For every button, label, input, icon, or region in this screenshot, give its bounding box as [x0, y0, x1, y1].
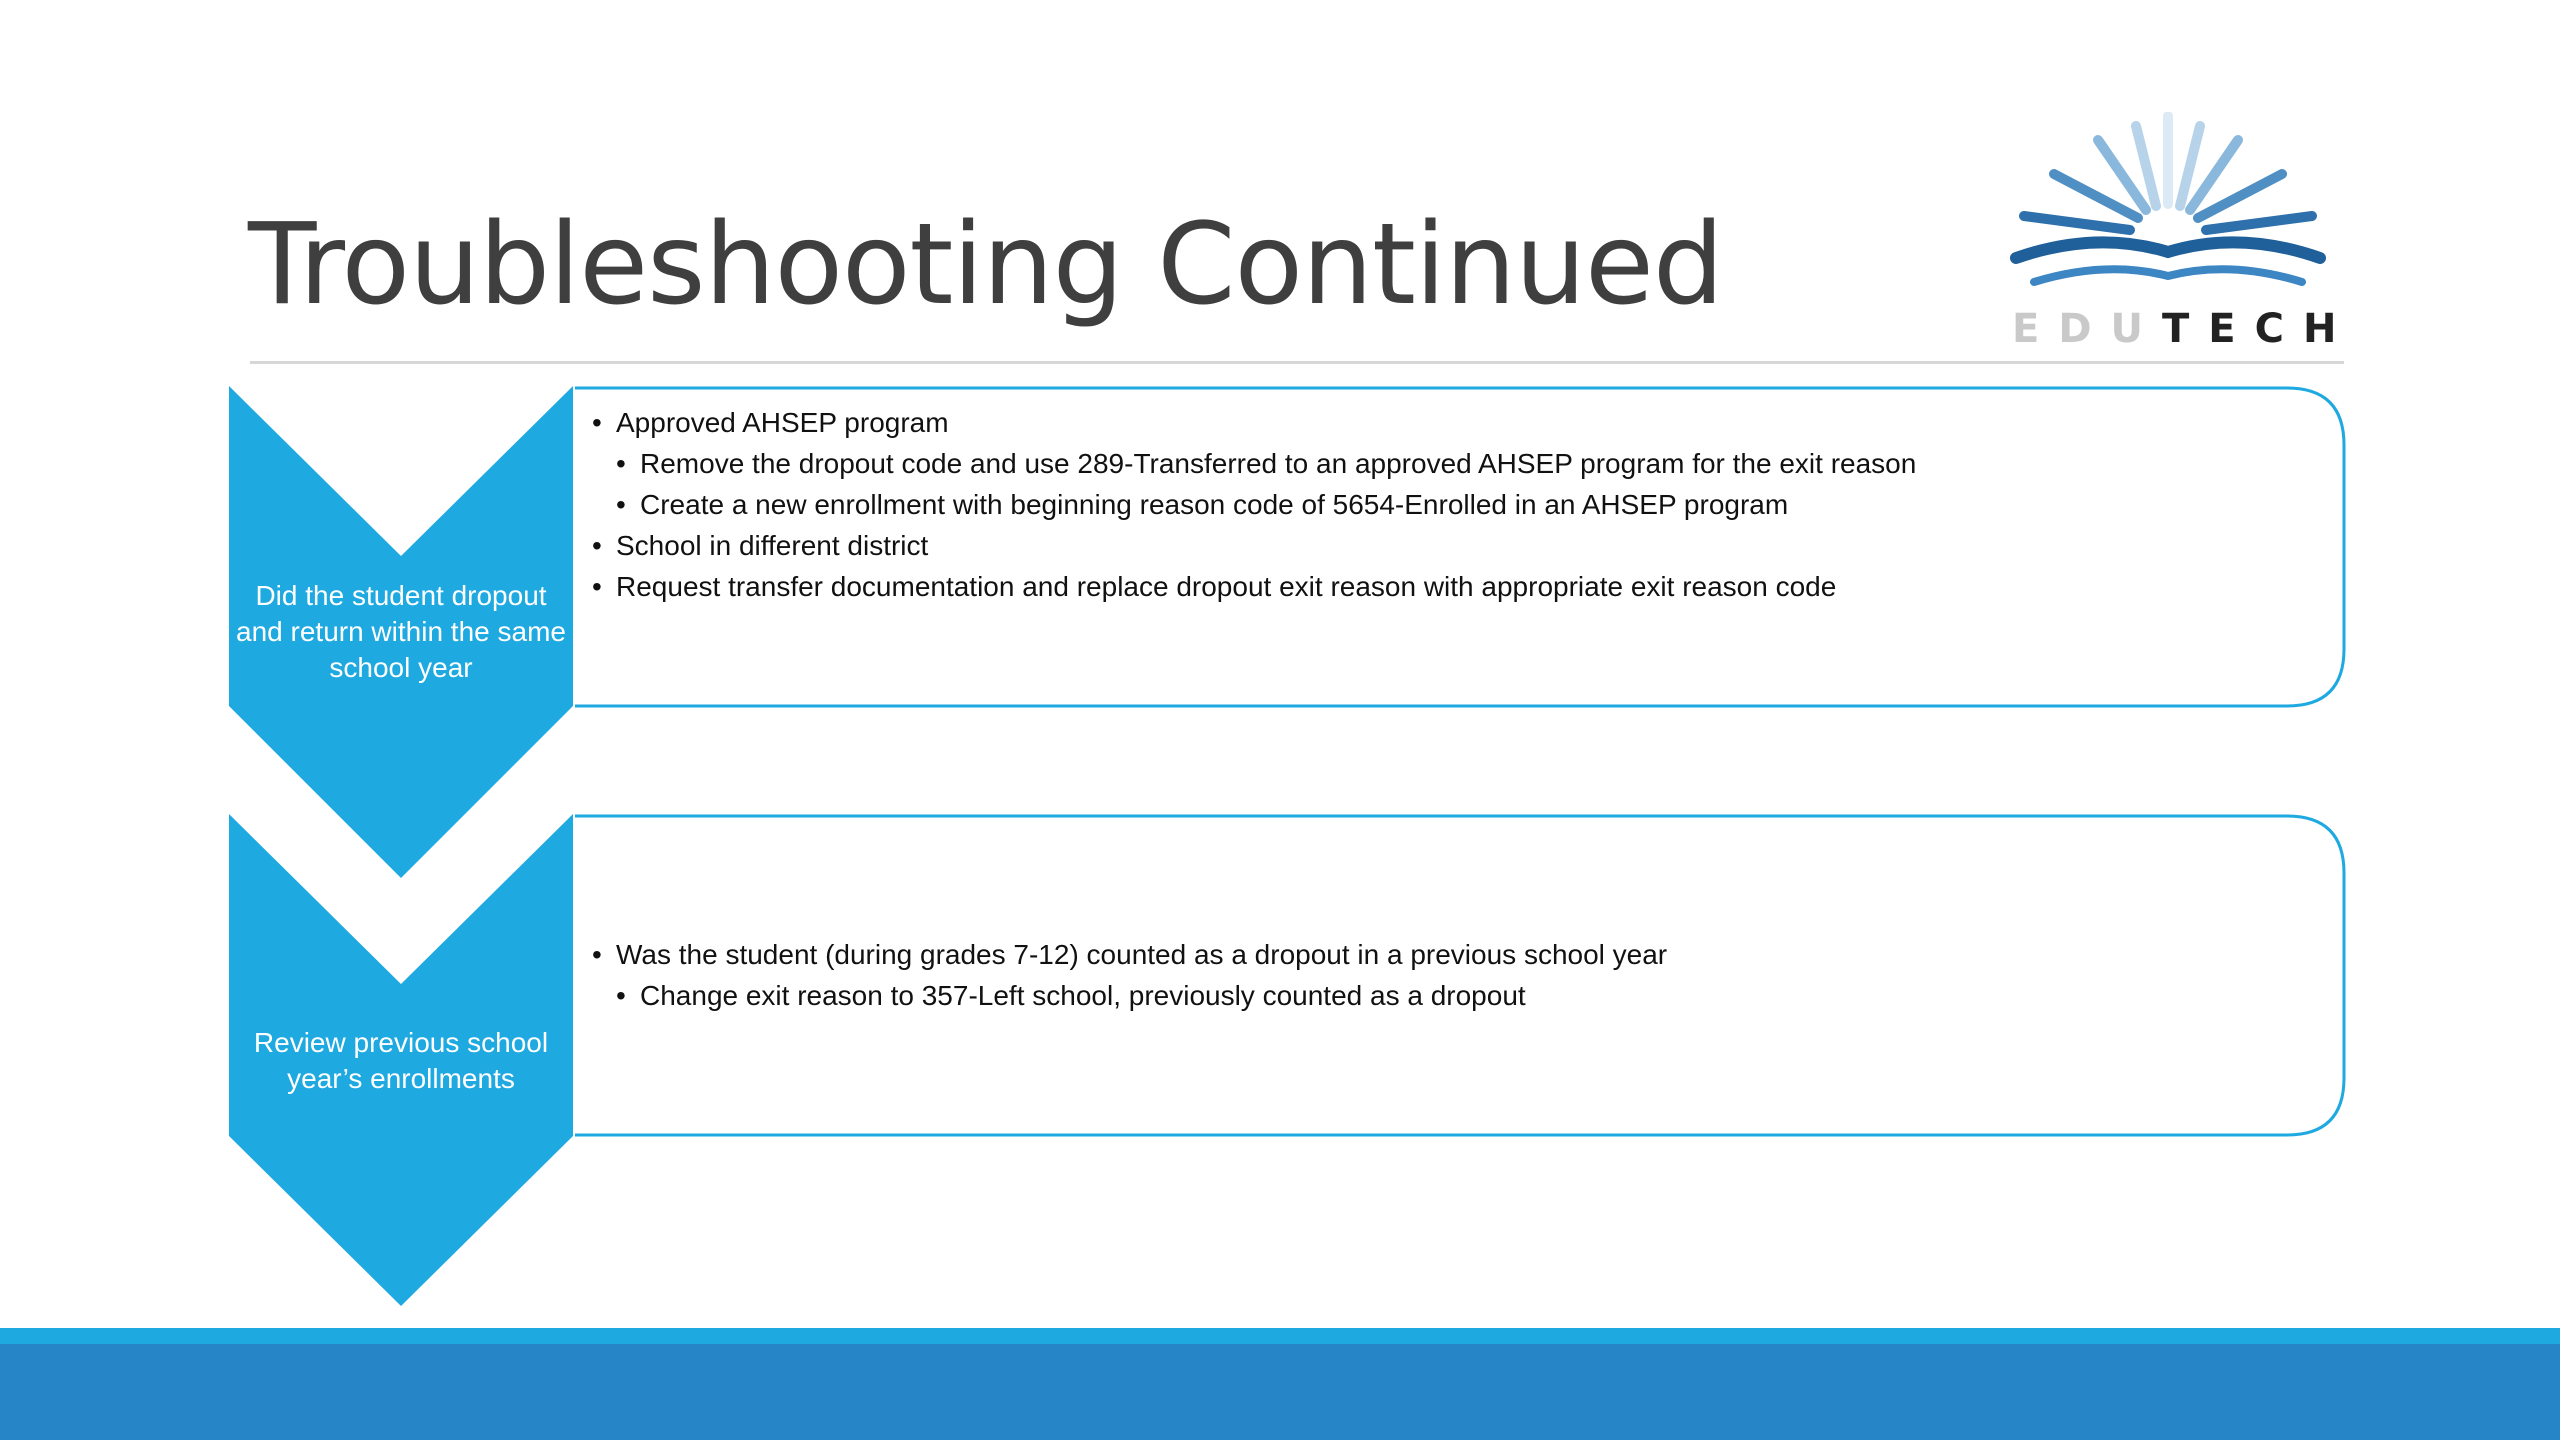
sub-bullet-item: [592, 975, 1667, 1016]
bullet-text: Request transfer documentation and replace dropout exit reason with appropriate exit reason code: [616, 571, 1837, 602]
footer-accent-stripe: [0, 1328, 2560, 1344]
step-2-label: Review previous school year’s enrollments: [253, 1027, 549, 1094]
sub-bullet-item: [592, 484, 1916, 525]
bullet-item: [592, 566, 1916, 607]
bullet-icon: •: [592, 939, 602, 970]
step-1-label: Did the student dropout and return within the same school year: [236, 580, 566, 683]
step-1-details: [592, 402, 1916, 607]
bullet-icon: •: [616, 980, 626, 1011]
footer-band: [0, 1344, 2560, 1440]
step-2-details: [592, 934, 1667, 1016]
bullet-item: [592, 402, 1916, 443]
logo-suffix: TECH: [2162, 306, 2356, 352]
bullet-text: Was the student (during grades 7-12) counted as a dropout in a previous school year: [616, 939, 1668, 970]
bullet-icon: •: [616, 489, 626, 520]
bullet-icon: •: [592, 571, 602, 602]
logo-prefix: EDU: [2012, 306, 2163, 352]
bullet-icon: •: [592, 530, 602, 561]
bullet-text: Create a new enrollment with beginning reason code of 5654-Enrolled in an AHSEP program: [640, 489, 1789, 520]
slide-title: Troubleshooting Continued: [248, 200, 1723, 330]
bullet-icon: •: [592, 407, 602, 438]
bullet-item: [592, 525, 1916, 566]
sub-bullet-item: [592, 443, 1916, 484]
bullet-text: Approved AHSEP program: [616, 407, 949, 438]
bullet-item: [592, 934, 1667, 975]
bullet-text: Change exit reason to 357-Left school, previously counted as a dropout: [640, 980, 1526, 1011]
bullet-text: School in different district: [616, 530, 929, 561]
bullet-text: Remove the dropout code and use 289-Transferred to an approved AHSEP program for the exit reason: [640, 448, 1917, 479]
bullet-icon: •: [616, 448, 626, 479]
